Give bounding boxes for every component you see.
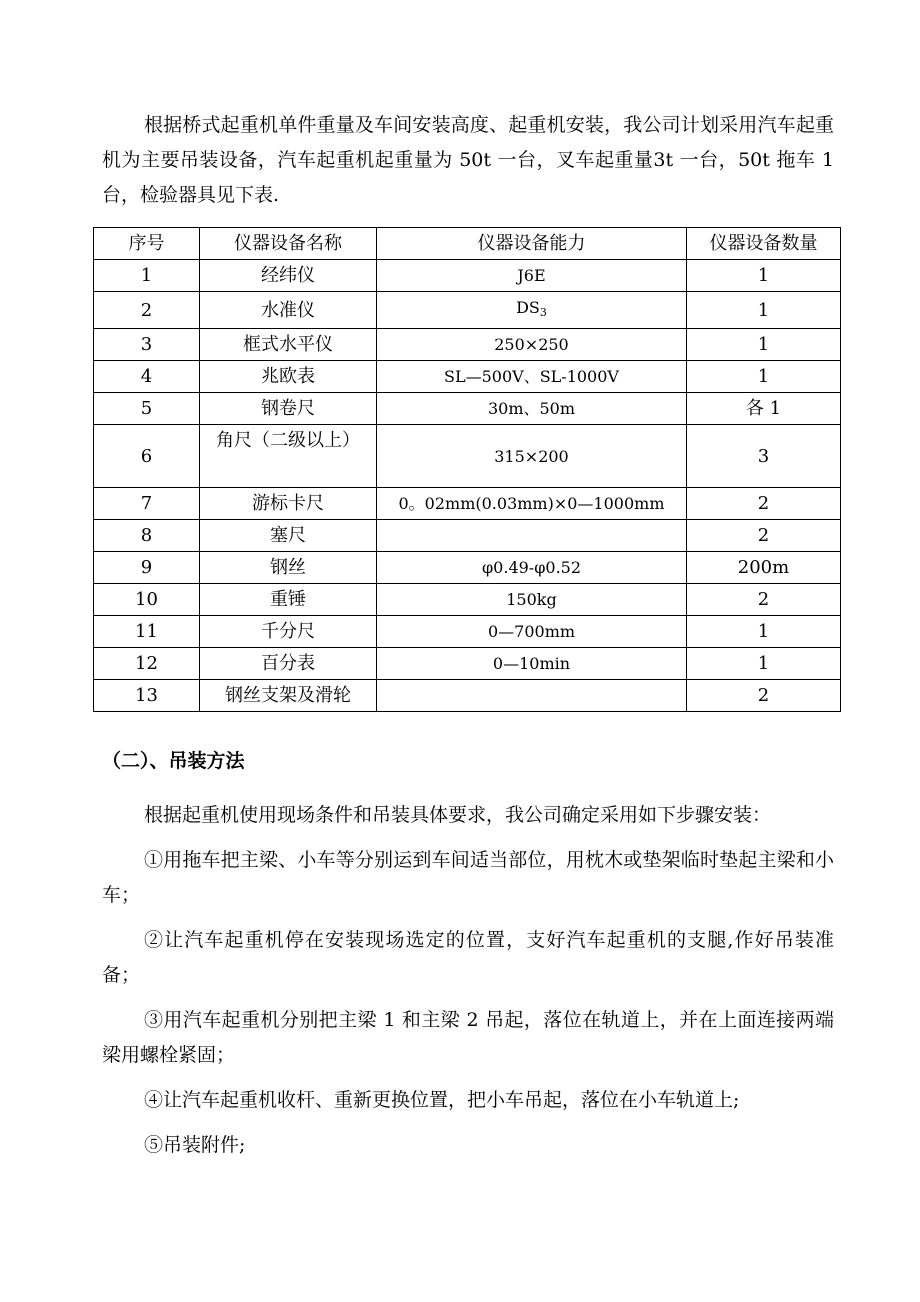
cell-no: 5 <box>94 393 200 425</box>
cell-quantity: 200m <box>687 552 841 584</box>
cell-capacity: 0—10min <box>377 648 687 680</box>
cell-name: 百分表 <box>200 648 377 680</box>
step-3-paragraph: ③用汽车起重机分别把主梁 1 和主梁 2 吊起，落位在轨道上，并在上面连接两端梁用螺栓紧固； <box>102 1009 834 1066</box>
equipment-table <box>93 227 841 712</box>
capacity-main: DS <box>516 298 540 317</box>
cell-no: 10 <box>94 584 200 616</box>
cell-name: 兆欧表 <box>200 361 377 393</box>
cell-name: 钢丝 <box>200 552 377 584</box>
cell-no: 7 <box>94 488 200 520</box>
cell-name: 水准仪 <box>200 292 377 329</box>
step-1-paragraph: ①用拖车把主梁、小车等分别运到车间适当部位，用枕木或垫架临时垫起主梁和小车； <box>102 849 834 906</box>
intro-paragraph: 根据桥式起重机单件重量及车间安装高度、起重机安装，我公司计划采用汽车起重机为主要吊装设备，汽车起重机起重量为 50t 一台，叉车起重量3t 一台，50t 拖车 1 台，检验器具见下表. <box>102 114 834 206</box>
cell-capacity: φ0.49-φ0.52 <box>377 552 687 584</box>
table-row <box>94 393 841 425</box>
cell-no: 8 <box>94 520 200 552</box>
table-row <box>94 648 841 680</box>
cell-no: 13 <box>94 680 200 712</box>
header-name: 仪器设备名称 <box>200 228 377 260</box>
table-row <box>94 552 841 584</box>
header-no: 序号 <box>94 228 200 260</box>
cell-quantity: 1 <box>687 648 841 680</box>
cell-no: 9 <box>94 552 200 584</box>
cell-capacity: 315×200 <box>377 425 687 488</box>
cell-name: 框式水平仪 <box>200 329 377 361</box>
table-row <box>94 680 841 712</box>
cell-name: 经纬仪 <box>200 260 377 292</box>
cell-quantity: 2 <box>687 584 841 616</box>
step-2-paragraph: ②让汽车起重机停在安装现场选定的位置，支好汽车起重机的支腿,作好吊装准备； <box>102 929 834 986</box>
capacity-subscript: 3 <box>539 306 547 319</box>
cell-no: 3 <box>94 329 200 361</box>
cell-name: 千分尺 <box>200 616 377 648</box>
step-4-paragraph: ④让汽车起重机收杆、重新更换位置，把小车吊起，落位在小车轨道上; <box>144 1089 740 1111</box>
cell-no: 4 <box>94 361 200 393</box>
cell-capacity: SL—500V、SL-1000V <box>377 361 687 393</box>
table-header-row <box>94 228 841 260</box>
cell-capacity: 30m、50m <box>377 393 687 425</box>
table-row <box>94 520 841 552</box>
cell-no: 2 <box>94 292 200 329</box>
table-row <box>94 584 841 616</box>
cell-no: 11 <box>94 616 200 648</box>
cell-quantity: 1 <box>687 260 841 292</box>
cell-quantity: 1 <box>687 329 841 361</box>
cell-capacity <box>377 680 687 712</box>
body-paragraph: 根据起重机使用现场条件和吊装具体要求，我公司确定采用如下步骤安装： <box>144 804 772 826</box>
cell-no: 6 <box>94 425 200 488</box>
cell-quantity: 1 <box>687 361 841 393</box>
table-row <box>94 361 841 393</box>
cell-quantity: 2 <box>687 680 841 712</box>
cell-capacity: 0。02mm(0.03mm)×0—1000mm <box>377 488 687 520</box>
cell-quantity: 各 1 <box>687 393 841 425</box>
cell-capacity <box>377 292 687 329</box>
cell-capacity: J6E <box>377 260 687 292</box>
cell-quantity: 2 <box>687 520 841 552</box>
table-row <box>94 292 841 329</box>
cell-name: 角尺（二级以上） <box>200 425 377 488</box>
cell-name: 塞尺 <box>200 520 377 552</box>
cell-capacity: 150kg <box>377 584 687 616</box>
table-row <box>94 616 841 648</box>
cell-no: 12 <box>94 648 200 680</box>
cell-capacity <box>377 520 687 552</box>
cell-quantity: 1 <box>687 292 841 329</box>
cell-name: 钢丝支架及滑轮 <box>200 680 377 712</box>
header-capacity: 仪器设备能力 <box>377 228 687 260</box>
table-row <box>94 260 841 292</box>
table-row <box>94 425 841 488</box>
cell-quantity: 1 <box>687 616 841 648</box>
table-row <box>94 329 841 361</box>
cell-no: 1 <box>94 260 200 292</box>
step-5-paragraph: ⑤吊装附件; <box>144 1134 246 1156</box>
cell-capacity: 0—700mm <box>377 616 687 648</box>
cell-capacity: 250×250 <box>377 329 687 361</box>
header-quantity: 仪器设备数量 <box>687 228 841 260</box>
cell-name: 重锤 <box>200 584 377 616</box>
cell-quantity: 3 <box>687 425 841 488</box>
cell-name: 游标卡尺 <box>200 488 377 520</box>
cell-name: 钢卷尺 <box>200 393 377 425</box>
table-row <box>94 488 841 520</box>
cell-quantity: 2 <box>687 488 841 520</box>
section-heading: （二）、吊装方法 <box>102 750 245 772</box>
